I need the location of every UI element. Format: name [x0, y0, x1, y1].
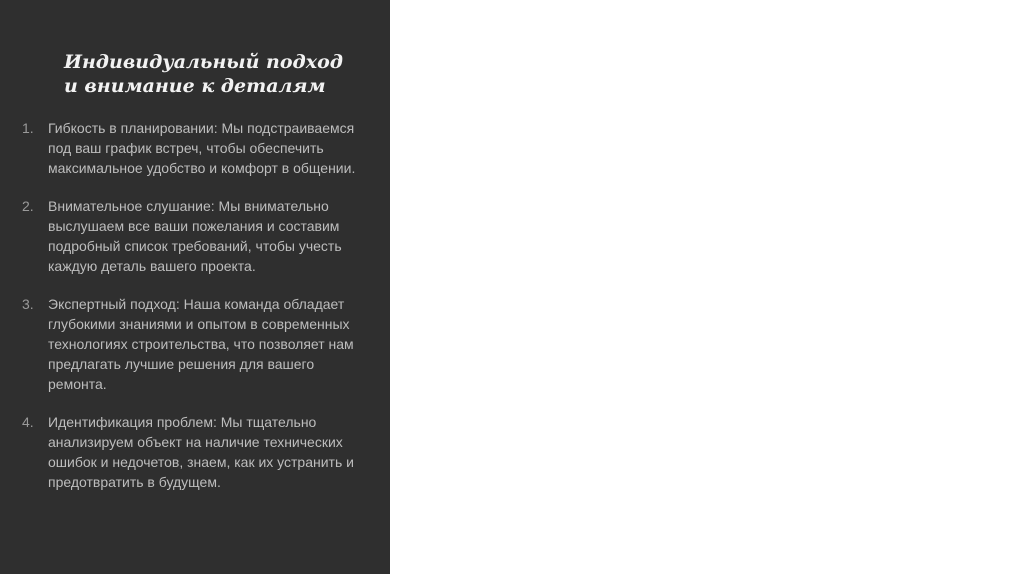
slide-title-line-2: и внимание к деталям — [64, 75, 326, 97]
numbered-list — [22, 118, 372, 510]
list-item-number: 3. — [22, 296, 34, 312]
list-item-text: Идентификация проблем: Мы тщательно анализируем объект на наличие технических ошибок и недочетов, знаем, как их устранить и предотвратить в будущем. — [48, 414, 354, 490]
list-item — [22, 412, 372, 492]
list-item-text: Внимательное слушание: Мы внимательно выслушаем все ваши пожелания и составим подробный список требований, чтобы учесть каждую деталь вашего проекта. — [48, 198, 342, 274]
list-item-text: Гибкость в планировании: Мы подстраиваемся под ваш график встреч, чтобы обеспечить максимальное удобство и комфорт в общении. — [48, 120, 356, 176]
list-item-text: Экспертный подход: Наша команда обладает глубокими знаниями и опытом в современных технологиях строительства, что позволяет нам предлагать лучшие решения для вашего ремонта. — [48, 296, 354, 392]
slide-title-line-1: Индивидуальный подход — [64, 51, 343, 73]
list-item — [22, 118, 372, 178]
list-item-number: 1. — [22, 120, 34, 136]
dark-content-panel — [0, 0, 390, 574]
list-item-number: 2. — [22, 198, 34, 214]
slide-title — [64, 50, 374, 98]
blank-white-panel — [390, 0, 1024, 574]
list-item-number: 4. — [22, 414, 34, 430]
list-item — [22, 294, 372, 394]
list-item — [22, 196, 372, 276]
